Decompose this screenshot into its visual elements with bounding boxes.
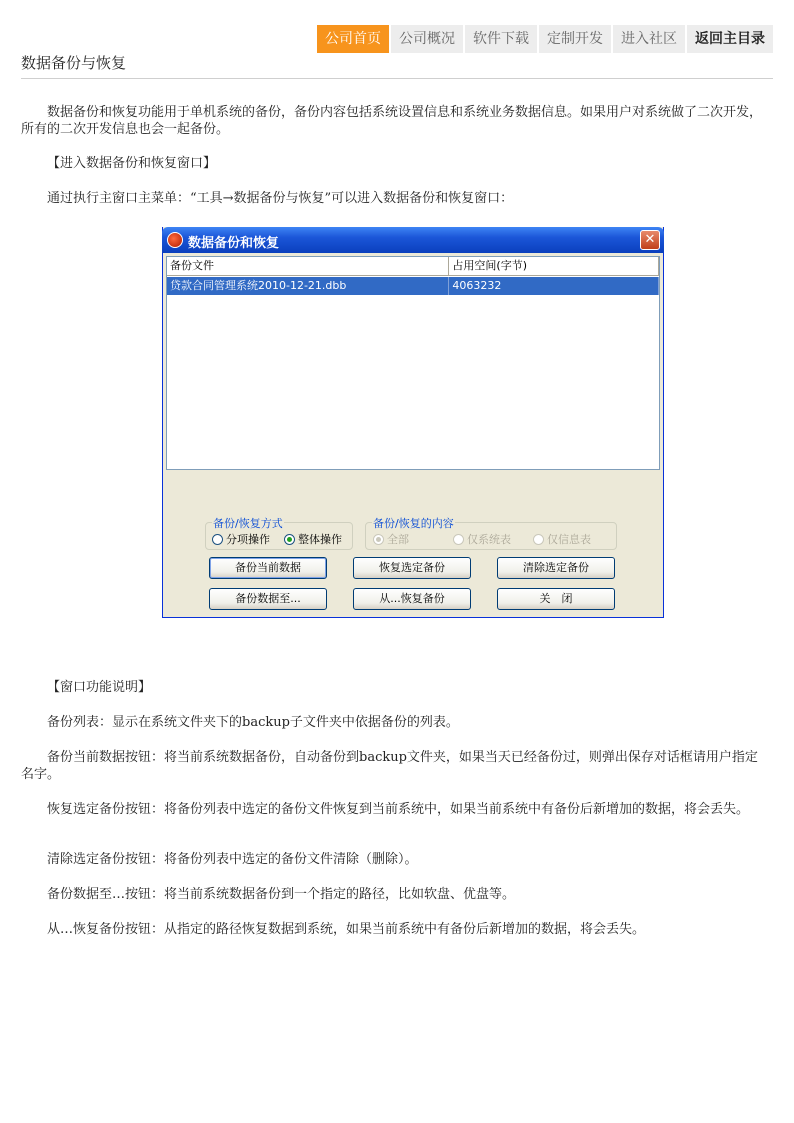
- section-heading-enter: 【进入数据备份和恢复窗口】: [47, 156, 217, 171]
- content-group: [365, 517, 617, 550]
- column-size[interactable]: 占用空间(字节): [449, 257, 659, 275]
- clear-selected-button[interactable]: 清除选定备份: [497, 557, 615, 579]
- mode-group-legend: 备份/恢复方式: [213, 517, 283, 530]
- radio-label: 仅系统表: [467, 533, 511, 546]
- mode-group: [205, 517, 353, 550]
- radio-all[interactable]: [373, 531, 409, 547]
- cell-file: 贷款合同管理系统2010-12-21.dbb: [167, 277, 449, 295]
- section-heading-functions: 【窗口功能说明】: [47, 680, 152, 695]
- radio-system-tables[interactable]: [453, 531, 511, 547]
- radio-label: 整体操作: [298, 533, 342, 546]
- close-button[interactable]: 关 闭: [497, 588, 615, 610]
- list-header: [167, 257, 659, 276]
- nav-download[interactable]: 软件下载: [465, 25, 537, 53]
- backup-to-button[interactable]: 备份数据至...: [209, 588, 327, 610]
- intro-paragraph: 数据备份和恢复功能用于单机系统的备份，备份内容包括系统设置信息和系统业务数据信息。如果用户对系统做了二次开发，所有的二次开发信息也会一起备份。: [21, 105, 763, 137]
- radio-label: 仅信息表: [547, 533, 591, 546]
- content-group-legend: 备份/恢复的内容: [373, 517, 454, 530]
- radio-whole[interactable]: [284, 531, 342, 547]
- intro-block: [21, 104, 763, 138]
- backup-list[interactable]: [166, 256, 660, 470]
- function-paragraph: 备份列表：显示在系统文件夹下的backup子文件夹中依据备份的列表。: [47, 715, 459, 730]
- radio-circle-checked: [373, 534, 384, 545]
- function-paragraph: 恢复选定备份按钮：将备份列表中选定的备份文件恢复到当前系统中，如果当前系统中有备份后新增加的数据，将会丢失。: [47, 802, 750, 817]
- radio-circle: [212, 534, 223, 545]
- nav-custom-dev[interactable]: 定制开发: [539, 25, 611, 53]
- list-row[interactable]: [167, 277, 659, 295]
- restore-from-button[interactable]: 从...恢复备份: [353, 588, 471, 610]
- nav-community[interactable]: 进入社区: [613, 25, 685, 53]
- radio-circle-checked: [284, 534, 295, 545]
- close-icon[interactable]: ✕: [640, 230, 660, 250]
- top-nav: [317, 25, 773, 53]
- function-paragraph: 清除选定备份按钮：将备份列表中选定的备份文件清除（删除）。: [47, 852, 418, 867]
- function-paragraph: 备份数据至…按钮：将当前系统数据备份到一个指定的路径，比如软盘、优盘等。: [47, 887, 516, 902]
- backup-current-button[interactable]: 备份当前数据: [209, 557, 327, 579]
- radio-label: 分项操作: [226, 533, 270, 546]
- cell-size: 4063232: [449, 277, 659, 295]
- nav-home[interactable]: 公司首页: [317, 25, 389, 53]
- radio-label: 全部: [387, 533, 409, 546]
- page-title: 数据备份与恢复: [21, 54, 127, 72]
- dialog-title: 数据备份和恢复: [188, 236, 280, 251]
- function-paragraph: 从…恢复备份按钮：从指定的路径恢复数据到系统，如果当前系统中有备份后新增加的数据，将会丢失。: [47, 922, 646, 937]
- enter-paragraph: 通过执行主窗口主菜单：“工具→数据备份与恢复”可以进入数据备份和恢复窗口：: [47, 191, 514, 206]
- radio-circle: [533, 534, 544, 545]
- radio-itemized[interactable]: [212, 531, 270, 547]
- column-backup-file[interactable]: 备份文件: [167, 257, 449, 275]
- nav-back-main[interactable]: 返回主目录: [687, 25, 773, 53]
- nav-about[interactable]: 公司概况: [391, 25, 463, 53]
- radio-info-tables[interactable]: [533, 531, 591, 547]
- radio-circle: [453, 534, 464, 545]
- backup-restore-dialog: [162, 227, 664, 618]
- dialog-titlebar: [162, 227, 664, 253]
- app-icon: [167, 232, 183, 248]
- title-divider: [21, 78, 773, 79]
- function-paragraph: 备份当前数据按钮：将当前系统数据备份，自动备份到backup文件夹，如果当天已经备份过，则弹出保存对话框请用户指定名字。: [21, 750, 758, 782]
- restore-selected-button[interactable]: 恢复选定备份: [353, 557, 471, 579]
